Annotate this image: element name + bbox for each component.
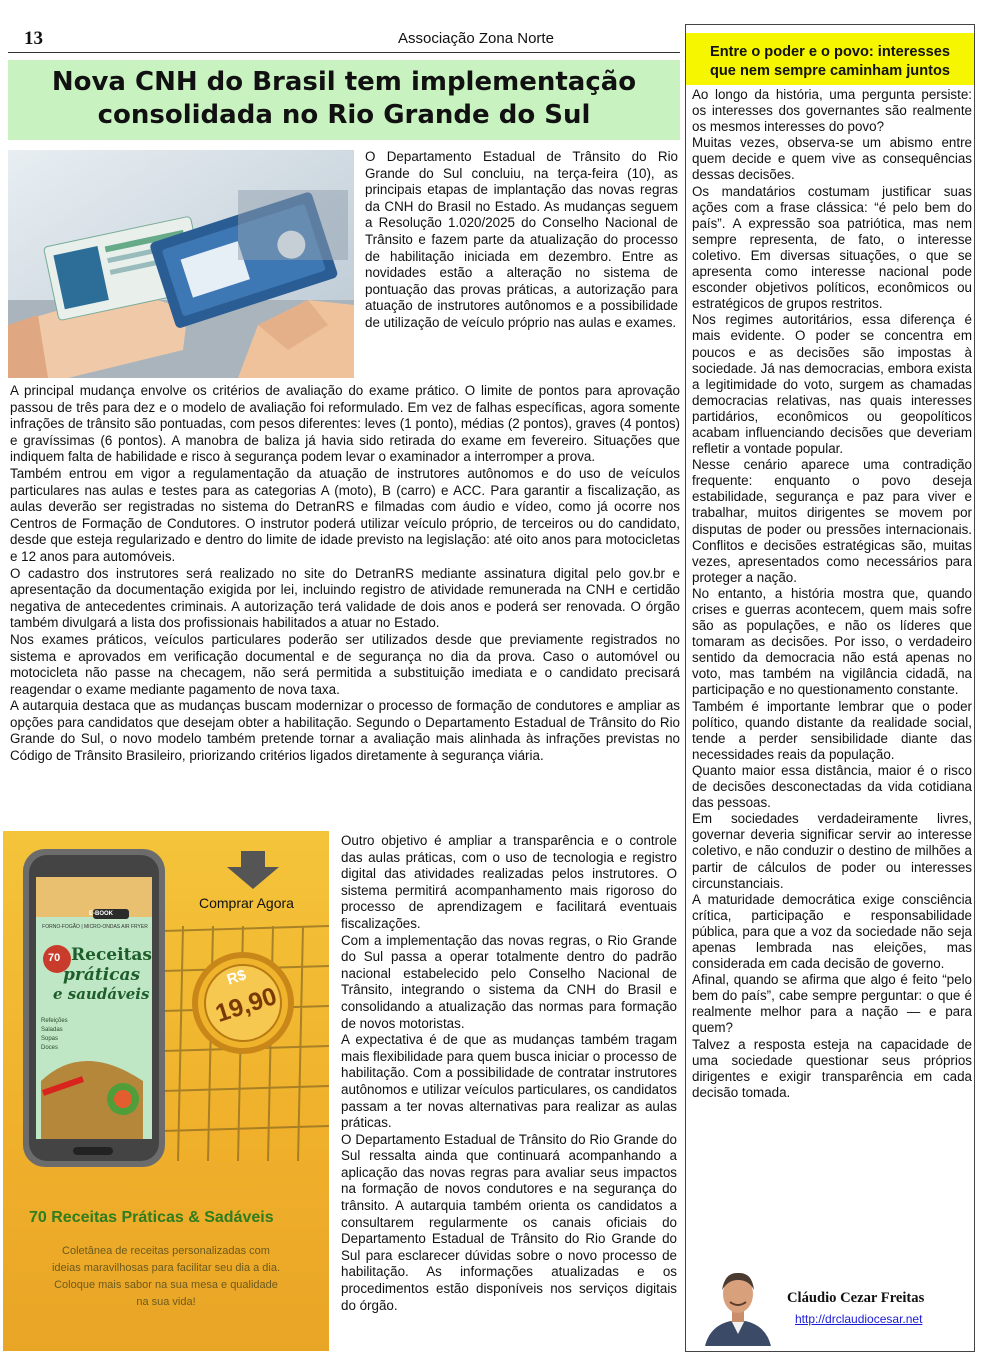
header-rule bbox=[8, 52, 680, 53]
sidebar-paragraph: Nos regimes autoritários, essa diferença é mais evidente. O poder se concentra em poucos e as decisões são impostas à sociedade. Já nas democracias, embora exista a legitimidade do voto, surgem as chamadas democracias relativas, nas quais interesses partidários, econômicos ou geopolíticos acabam influenciando decisões que deveriam refletir a vontade popular. bbox=[692, 312, 972, 457]
ad-title: 70 Receitas Práticas & Sadáveis bbox=[29, 1209, 274, 1226]
sidebar-paragraph: Os mandatários costumam justificar suas ações com a frase clássica: “é pelo bem do país”. A expressão soa patriótica, mas nem sempre representa, de fato, o interesse coletivo. Em diversas situações, o que se apresenta como interesse nacional pode esconder objetivos políticos, econômicos ou estratégicos de grupos restritos. bbox=[692, 183, 972, 312]
sidebar-paragraph: A maturidade democrática exige consciência crítica, participação e responsabilidade pública, para que a voz da sociedade não seja apenas lembrada nas eleições, mas considerada em cada decisão de governo. bbox=[692, 891, 972, 972]
ad-desc-line: Coloque mais sabor na sua mesa e qualidade bbox=[54, 1279, 278, 1291]
ebook-advertisement[interactable] bbox=[3, 831, 329, 1351]
sidebar-paragraph: Muitas vezes, observa-se um abismo entre quem decide e quem vive as consequências dessas decisões. bbox=[692, 135, 972, 183]
author-avatar-icon bbox=[701, 1264, 775, 1346]
article-paragraph: A principal mudança envolve os critérios de avaliação do exame prático. O limite de pontos para aprovação passou de três para dez e o modelo de avaliação foi reformulado. Em vez de falhas específicas, agora somente infrações de trânsito são pontuadas, com pesos diferentes: leves (1 ponto), médias (2 pontos), graves (4 pontos) e gravíssimas (6 pontos). A manobra de baliza já havia sido retirada do exame em fevereiro. Situações que indiquem falta de habilidade e risco à segurança podem levar o examinador a interromper a prova. bbox=[10, 383, 680, 465]
price-prefix: R$ bbox=[224, 966, 249, 989]
cover-title-3: e saudáveis bbox=[53, 985, 150, 1003]
cover-list-item: Saladas bbox=[41, 1027, 63, 1033]
author-name: Cláudio Cezar Freitas bbox=[787, 1290, 925, 1306]
price-value: 19,90 bbox=[212, 982, 281, 1029]
article-paragraph: Outro objetivo é ampliar a transparência e o controle das aulas práticas, com o uso de tecnologia e registro digital das atividades realizadas pelos instrutores. O sistema permitirá acompanhamento mais rigoroso do processo de aprendizagem e facilitará eventuais fiscalizações. bbox=[341, 833, 677, 931]
article-headline bbox=[8, 60, 680, 140]
article-paragraph: Com a implementação das novas regras, o Rio Grande do Sul passa a operar totalmente dentro do padrão nacional estabelecido pelo Conselho Nacional de Trânsito, integrando o sistema da CNH do Brasil e consolidando a atualização das normas para formação de novos motoristas. bbox=[341, 932, 677, 1031]
cover-list-item: Sopas bbox=[41, 1036, 59, 1042]
article-intro: O Departamento Estadual de Trânsito do Rio Grande do Sul concluiu, na terça-feira (10), as principais etapas de implantação das novas regras da CNH do Brasil no Estado. As mudanças seguem a Resolução 1.020/2025 do Conselho Nacional de Trânsito e fazem parte da atualização do processo de habilitação iniciada em dezembro. Entre as novidades estão a alteração no sistema de pontuação das provas práticas, a autorização para atuação de instrutores autônomos e a possibilidade de utilização de veículo próprio nas aulas e exames. bbox=[365, 149, 678, 330]
ad-desc-line: ideias maravilhosas para facilitar seu dia a dia. bbox=[51, 1262, 281, 1274]
author-portrait bbox=[701, 1264, 775, 1346]
page-number: 13 bbox=[24, 28, 43, 49]
article-continuation bbox=[341, 833, 677, 1314]
article-paragraph: Nos exames práticos, veículos particulares poderão ser utilizados desde que previamente registrados no sistema e aprovados em verificação documental e de segurança no dia da prova. Caso o automóvel ou motocicleta não passe na checagem, não será permitida a substituição imediata e o candidato precisará reagendar o exame mediante pagamento de nova taxa. bbox=[10, 631, 680, 697]
cover-list-item: Doces bbox=[41, 1045, 59, 1051]
sidebar-paragraph: Quanto maior essa distância, maior é o risco de decisões desconectadas da vida cotidiana das pessoas. bbox=[692, 762, 972, 811]
ad-desc-line: Coletânea de receitas personalizadas com bbox=[62, 1245, 270, 1257]
sidebar-paragraph: Nesse cenário aparece uma contradição frequente: enquanto o povo deseja estabilidade, segurança e paz para viver e trabalhar, muitos dirigentes se movem por disputas de poder ou pressões internacionais. Conflitos e decisões estratégicas são, muitas vezes, apresentados como necessários para proteger a nação. bbox=[692, 457, 972, 585]
cover-list bbox=[41, 1017, 68, 1053]
buy-now-label[interactable]: Comprar Agora bbox=[199, 895, 294, 911]
cover-title-2: práticas bbox=[63, 965, 141, 985]
sidebar-paragraph: Ao longo da história, uma pergunta persiste: os interesses dos governantes são realmente os mesmos interesses do povo? bbox=[692, 87, 972, 135]
headline-line-1: Nova CNH do Brasil tem implementação bbox=[51, 67, 637, 97]
sidebar-paragraph: Em sociedades verdadeiramente livres, governar deveria significar servir ao interesse coletivo, e não conduzir o destino de milhões a partir de cálculos de poder ou interesses circunstanciais. bbox=[692, 811, 972, 891]
sidebar-paragraph: Afinal, quando se afirma que algo é feito “pelo bem do país”, cabe sempre perguntar: o que é realmente melhor para a nação — e para quem? bbox=[692, 972, 972, 1036]
ebook-tag: E-BOOK bbox=[89, 911, 113, 917]
article-paragraph: A expectativa é de que as mudanças também tragam mais flexibilidade para quem busca iniciar o processo de habilitação. Com a possibilidade de contratar instrutores autônomos e utilizar veículos particulares, os candidatos passam a ter novas alternativas para realizar as aulas práticas. bbox=[341, 1032, 677, 1131]
sidebar-title-line-1: Entre o poder e o povo: interesses bbox=[709, 44, 951, 60]
article-paragraph: Também entrou em vigor a regulamentação da atuação de instrutores autônomos e do uso de veículos particulares nas aulas e testes para as categorias A (moto), B (carro) e ACC. Para garantir a fiscalização, as aulas deverão ser registradas no sistema do DetranRS e filmadas com áudio e vídeo, como já ocorre nos Centros de Formação de Condutores. O instrutor poderá utilizar veículo próprio, de terceiros ou do candidato, desde que esteja regularizado e dentro do limite de idade previsto na legislação: até oito anos para motocicletas e 12 anos para automóveis. bbox=[10, 465, 680, 564]
article-paragraph: A autarquia destaca que as mudanças buscam modernizar o processo de formação de condutores e ampliar as opções para candidatos que desejam obter a habilitação. Segundo o Departamento Estadual de Trânsito do Rio Grande do Sul, o novo modelo também pretende tornar a avaliação mais alinhada às infrações previstas no Código de Trânsito Brasileiro, priorizando critérios ligados diretamente à segurança viária. bbox=[10, 698, 680, 764]
author-website-link[interactable]: http://drclaudiocesar.net bbox=[795, 1312, 923, 1326]
cnh-photo-illustration bbox=[8, 150, 354, 378]
cover-list-item: Refeições bbox=[41, 1018, 68, 1024]
article-paragraph: O Departamento Estadual de Trânsito do Rio Grande do Sul ressalta ainda que continuará acompanhando a aplicação das novas regras para avaliar seus impactos na formação de novos condutores e na segurança do trânsito. A autarquia também orienta os candidatos a consultarem regularmente os canais oficiais do Departamento Estadual de Trânsito do Rio Grande do Sul para esclarecer dúvidas sobre o novo processo de habilitação. As informações atualizadas e os procedimentos estão disponíveis nos serviços digitais do órgão. bbox=[341, 1131, 677, 1313]
sidebar-paragraph: No entanto, a história mostra que, quando crises e guerras acontecem, quem mais sofre são as populações, e não os líderes que tomaram as decisões. Por isso, o verdadeiro sentido da democracia não está apenas no voto, mas também na vigilância cidadã, na participação e no questionamento constante. bbox=[692, 585, 972, 698]
publication-name: Associação Zona Norte bbox=[398, 30, 554, 47]
sidebar-body bbox=[692, 87, 972, 1101]
sidebar-paragraph: Talvez a resposta esteja na capacidade de uma sociedade questionar seus próprios dirigentes e exigir transparência em cada decisão tomada. bbox=[692, 1036, 972, 1100]
cover-title-1: Receitas bbox=[71, 945, 153, 965]
ad-desc-line: na sua vida! bbox=[136, 1296, 196, 1308]
article-photo bbox=[8, 150, 354, 378]
recipe-count-badge: 70 bbox=[48, 952, 61, 964]
article-body bbox=[10, 383, 680, 765]
ad-description bbox=[11, 1243, 321, 1311]
sidebar-title-line-2: que nem sempre caminham juntos bbox=[709, 63, 951, 79]
headline-line-2: consolidada no Rio Grande do Sul bbox=[97, 100, 591, 130]
sidebar-paragraph: Também é importante lembrar que o poder político, quando distante da realidade social, tende a perder sensibilidade diante das necessidades reais da população. bbox=[692, 698, 972, 762]
ebook-subtitle: FORNO-FOGÃO | MICRO-ONDAS AIR FRYER bbox=[42, 924, 148, 930]
sidebar-title bbox=[686, 33, 974, 85]
opinion-sidebar bbox=[685, 24, 975, 1352]
article-paragraph: O cadastro dos instrutores será realizado no site do DetranRS mediante assinatura digital pelo gov.br e apresentação da documentação exigida por lei, incluindo registro de atividade remunerada na CNH e certidão negativa de antecedentes criminais. A autorização terá validade de dois anos e poderá ser renovada. O órgão também divulgará a lista dos profissionais habilitados a atuar no Estado. bbox=[10, 565, 680, 631]
